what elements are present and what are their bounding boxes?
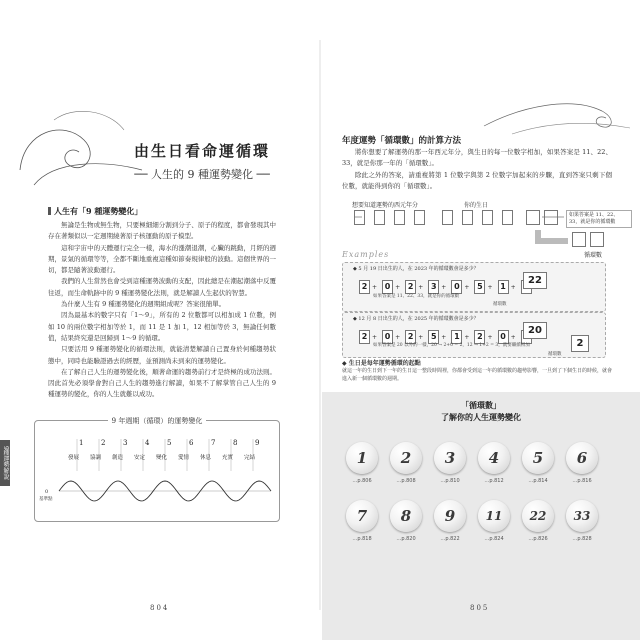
decorative-swirl-icon (482, 86, 632, 136)
digit: 1 (451, 330, 462, 344)
stage-label: 發展 (68, 455, 80, 461)
cycle-number-coin[interactable]: 9 (434, 500, 466, 532)
result-label: 循環數 (584, 252, 603, 259)
paragraph: 只要活用 9 種運勢變化的循環法則，就能清楚解讀自己置身於何種趨勢狀態中，同時也能驗證過去的經歷，並預測尚未到來的運勢變化。 (48, 345, 276, 365)
digit: 0 (498, 330, 509, 344)
cycle-number-coin[interactable]: 6 (566, 442, 598, 474)
example-result: 2 (571, 335, 589, 352)
paragraph: 為什麼人生有 9 種運勢變化的週期組成呢？答案很簡單。 (61, 300, 226, 309)
section-heading: 人生有「9 種運勢變化」 (48, 206, 276, 217)
note-text: 就這一年的生日到下一年的生日這一整段時間裡，你都會受到這一年的循環數的趨勢影響，一旦到了下個生日的時候，就會進入新一個循環數的週期。 (342, 368, 613, 382)
cycle-number-panel (322, 392, 640, 640)
example-card-1 (342, 262, 606, 312)
example-digit-row: 2 + 0 + 2 + 5 + 1 + 2 + 0 + (359, 324, 539, 344)
example-digit-row: 2 + 0 + 2 + 3 + 0 + 5 + 1 + (359, 274, 539, 294)
stage-label: 休息 (200, 455, 212, 461)
panel-subtitle: 了解你的人生運勢變化 (441, 412, 521, 422)
coin-page-ref: …p.814 (528, 478, 548, 484)
digit: 0 (451, 280, 462, 294)
chart-title: 9 年週期（循環）的運勢變化 (35, 416, 279, 426)
cycle-number-coin[interactable]: 11 (478, 500, 510, 532)
digit: 2 (405, 330, 416, 344)
example-card-2 (342, 312, 606, 358)
digit: 3 (428, 280, 439, 294)
chapter-title: 由生日看命運循環 (133, 142, 270, 160)
right-page (322, 0, 640, 640)
example-note: 如果答案是 11、22、33，就是你的循環數 (373, 294, 460, 299)
cycle-number-coin[interactable]: 1 (346, 442, 378, 474)
example-result-label: 循環數 (493, 302, 507, 307)
digit: 0 (382, 330, 393, 344)
cycle-number-coin[interactable]: 7 (346, 500, 378, 532)
coin-page-ref: …p.824 (484, 536, 504, 542)
coin-page-ref: …p.812 (484, 478, 504, 484)
stage-label: 安定 (134, 455, 146, 461)
cycle-number-coin[interactable]: 4 (478, 442, 510, 474)
baseline-label: 基準點 (39, 497, 53, 502)
example-intermediate: 20 (523, 322, 547, 339)
coin-page-ref: …p.826 (528, 536, 548, 542)
cycle-number-coin[interactable]: 5 (522, 442, 554, 474)
digit: 2 (359, 330, 370, 344)
stage-label: 完結 (244, 455, 256, 461)
note-heading: ◆ 生日是每年運勢循環的起點 (342, 360, 421, 367)
digit: 2 (359, 280, 370, 294)
stage-number: 1 (79, 439, 84, 447)
digit: 0 (382, 280, 393, 294)
paragraph: 將你想要了解運勢的那一年西元年分，與生日的每一位數字相加，如果答案是 11、22、33，就是你那一年的「循環數」。 (342, 148, 612, 168)
digit: 2 (405, 280, 416, 294)
left-body-text (48, 220, 276, 401)
digit: 2 (474, 330, 485, 344)
stage-number: 9 (255, 439, 260, 447)
diagram-connectors (342, 205, 632, 255)
stage-label: 愛情 (178, 455, 190, 461)
digit: 5 (474, 280, 485, 294)
paragraph: 這和宇宙中的天體運行完全一樣，海水的漲潮退潮，心臟的跳動，月經的週期，景氣的循環等等，全都不斷地重複這種如節奏規律般的波動。這個世界的一切，都是隨著波動運行。 (48, 243, 276, 275)
page-number-right: 805 (470, 604, 490, 612)
cycle-number-coin[interactable]: 8 (390, 500, 422, 532)
stage-number: 7 (211, 439, 216, 447)
example-calc: 如果答案是 20 以外的一樣，20 → 2+0 = 2，12 → 1+2 = 3，就要繼續相加 (373, 343, 530, 348)
paragraph: 在了解自己人生的運勢變化後，順著命運的趨勢前行才是終極的成功法則。因此首先必須學會對自己人生的趨勢進行解讀，如果不了解掌管自己人生的 9 種運勢的變化，你的人生就難以成功。 (48, 367, 276, 399)
method-text (342, 147, 612, 192)
nine-year-cycle-chart (34, 417, 280, 522)
stage-number: 5 (167, 439, 172, 447)
example-question: ◆ 5 月 19 日出生的人，在 2023 年的循環數會是多少？ (353, 266, 479, 272)
heading-bar-icon (48, 207, 51, 215)
coin-page-ref: …p.806 (352, 478, 372, 484)
page-number-left: 804 (150, 604, 170, 612)
stage-label: 協調 (90, 455, 102, 461)
chapter-subtitle: ── 人生的 9 種運勢變化 ── (134, 168, 270, 181)
coin-page-ref: …p.816 (572, 478, 592, 484)
side-tab[interactable]: 9種運勢解說 (0, 440, 10, 486)
digit: 1 (498, 280, 509, 294)
digit: 5 (428, 330, 439, 344)
stage-number: 6 (189, 439, 194, 447)
example-question: ◆ 12 月 8 日出生的人，在 2025 年的循環數會是多少？ (353, 316, 479, 322)
stage-number: 2 (101, 439, 106, 447)
coin-page-ref: …p.820 (396, 536, 416, 542)
chapter-title-block (112, 140, 292, 182)
baseline-label: 0 (45, 489, 49, 495)
stage-number: 4 (145, 439, 150, 447)
cycle-number-coin[interactable]: 22 (522, 500, 554, 532)
paragraph: 我們的人生當然也會受到這種運勢波動的支配，因此總是在潮起潮落中反覆往返，而生命軌跡中的 9 種運勢變化法則，就是解讀人生起伏的智慧。 (48, 277, 276, 297)
coin-page-ref: …p.822 (440, 536, 460, 542)
paragraph: 除此之外的答案，請重複將第 1 位數字與第 2 位數字加起來的步驟，直到答案只剩下個位數，就能得到你的「循環數」。 (342, 170, 612, 190)
year-label: 想要知道運勢的西元年分 (352, 202, 419, 209)
birthday-label: 你的生日 (464, 202, 489, 209)
coin-page-ref: …p.810 (440, 478, 460, 484)
coin-page-ref: …p.818 (352, 536, 372, 542)
example-result: 22 (523, 272, 547, 289)
stage-label: 充實 (222, 455, 234, 461)
master-number-note: 如果答案是 11、22、33，就是你的循環數 (566, 210, 632, 228)
paragraph: 無論是生物或無生物，只要極細細分割到分子、原子的程度，都會發現其中存在著類似以一定週期繞著原子核運動的原子模型。 (48, 221, 276, 241)
stage-number: 8 (233, 439, 238, 447)
method-heading: 年度運勢「循環數」的計算方法 (342, 136, 462, 146)
coin-page-ref: …p.808 (396, 478, 416, 484)
stage-label: 創造 (112, 455, 124, 461)
paragraph: 因為最基本的數字只有「1〜9」，所有的 2 位數都可以相加成 1 位數，例如 10 的兩位數字相加等於 1，而 11 是 1 加 1，12 相加等於 3，無論任何數值，結果終究還是回歸到 1〜9 的循環。 (48, 311, 276, 342)
cycle-wave-svg (35, 421, 279, 521)
coin-page-ref: …p.828 (572, 536, 592, 542)
cycle-number-coin[interactable]: 33 (566, 500, 598, 532)
stage-number: 3 (123, 439, 128, 447)
cycle-number-coin[interactable]: 2 (390, 442, 422, 474)
cycle-number-coin[interactable]: 3 (434, 442, 466, 474)
stage-label: 變化 (156, 455, 168, 461)
examples-label: Examples (342, 250, 390, 259)
example-result-label: 循環數 (548, 352, 562, 357)
panel-title: 「循環數」 (461, 400, 501, 410)
